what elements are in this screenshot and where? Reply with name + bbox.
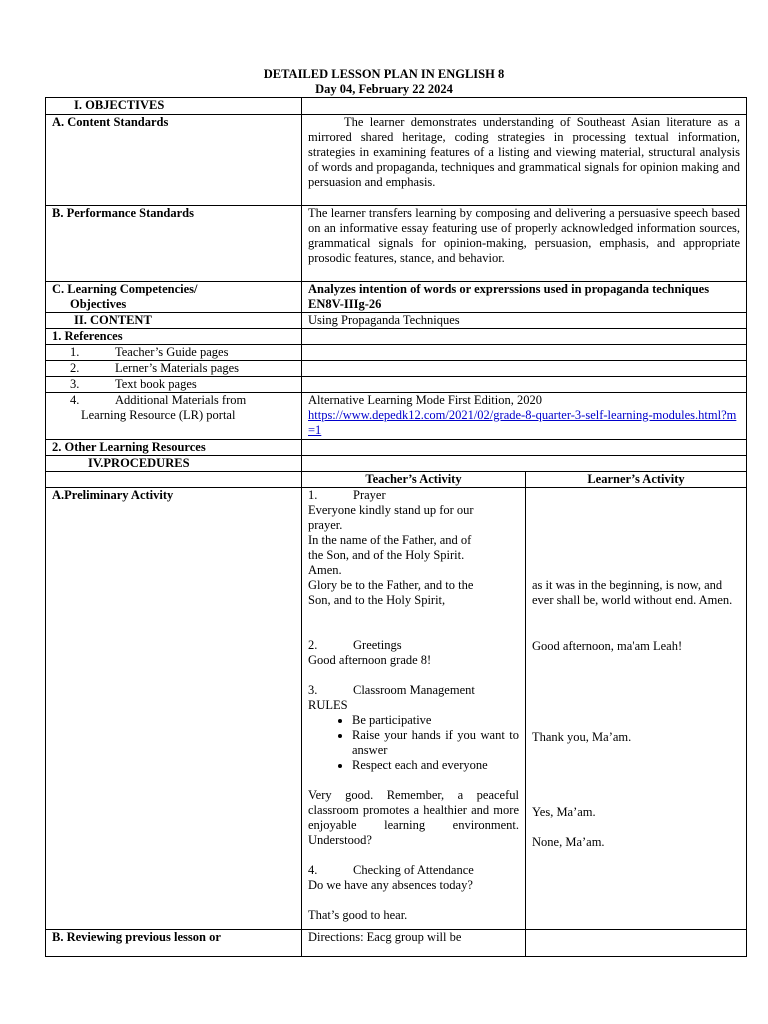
prayer-line: In the name of the Father, and of <box>308 533 472 547</box>
greetings-text: Good afternoon grade 8! <box>308 653 432 667</box>
reference-num: 4. <box>70 393 80 407</box>
additional-label-line2: Learning Resource (LR) portal <box>81 408 236 422</box>
teacher-activity-header: Teacher’s Activity <box>302 472 526 488</box>
prayer-item: 1. Prayer <box>308 488 386 502</box>
learner-activity-cell <box>526 488 747 930</box>
rule-item: • Raise your hands if you want to answer <box>352 728 519 758</box>
peaceful-classroom-text: Very good. Remember, a peaceful classroom promotes a healthier and more enjoyable learning environment. Understood? <box>308 788 519 847</box>
performance-standards-label: B. Performance Standards <box>46 206 302 282</box>
absence-response: None, Ma’am. <box>532 835 605 849</box>
document-date: Day 04, February 22 2024 <box>315 82 453 96</box>
preliminary-activity-row <box>46 488 747 930</box>
prayer-line: Amen. <box>308 563 342 577</box>
content-standards-row <box>46 115 747 206</box>
reference-row <box>46 377 747 393</box>
lesson-plan-table <box>45 97 747 957</box>
content-standards-text: The learner demonstrates understanding of Southeast Asian literature as a mirrored shared heritage, coding strategies in processing textual information, strategies in examining features of a listing and viewing material, structural analysis of words and propaganda, techniques and grammatical signals for opinion making and persuasion and emphasis. <box>302 115 747 206</box>
prayer-line: Glory be to the Father, and to the <box>308 578 474 592</box>
competencies-label <box>46 282 302 313</box>
understood-response: Yes, Ma’am. <box>532 805 596 819</box>
activity-columns-row <box>46 472 747 488</box>
performance-standards-text: The learner transfers learning by composing and delivering a persuasive speech based on an informative essay featuring use of properly acknowledged information sources, grammatical signals for opinion-making, persuasion, emphasis, and appropriate prosodic features, stance, and behavior. <box>302 206 747 282</box>
rule-item: • Respect each and everyone <box>352 758 519 773</box>
objectives-heading: I. OBJECTIVES <box>46 98 302 115</box>
performance-standards-row <box>46 206 747 282</box>
teacher-activity-cell <box>302 488 526 930</box>
reference-label: Teacher’s Guide pages <box>115 345 229 359</box>
lr-portal-link[interactable]: https://www.depedk12.com/2021/02/grade-8-quarter-3-self-learning-modules.html?m=1 <box>308 408 737 437</box>
competencies-text: Analyzes intention of words or exprerssions used in propaganda techniques EN8V-IIIg-26 <box>302 282 747 313</box>
greetings-item: 2. Greetings <box>308 638 402 652</box>
additional-materials-label <box>46 393 302 440</box>
rules-label: RULES <box>308 698 348 712</box>
classroom-management-title: Classroom Management <box>353 683 475 697</box>
rules-response: Thank you, Ma’am. <box>532 730 632 744</box>
content-value: Using Propaganda Techniques <box>302 313 747 329</box>
reference-num: 2. <box>70 361 80 375</box>
prayer-response: as it was in the beginning, is now, and ever shall be, world without end. Amen. <box>532 578 733 607</box>
prayer-line: the Son, and of the Holy Spirit. <box>308 548 465 562</box>
rule-item: • Be participative <box>352 713 519 728</box>
competencies-row <box>46 282 747 313</box>
content-standards-label: A. Content Standards <box>46 115 302 206</box>
content-heading: II. CONTENT <box>46 313 302 329</box>
reviewing-row <box>46 930 747 957</box>
prayer-line: Son, and to the Holy Spirit, <box>308 593 446 607</box>
rules-list <box>308 713 519 773</box>
attendance-question: Do we have any absences today? <box>308 878 473 892</box>
other-resources-row <box>46 440 747 456</box>
procedures-heading-row <box>46 456 747 472</box>
prayer-title: Prayer <box>353 488 386 502</box>
objectives-heading-row <box>46 98 747 115</box>
reference-num: 3. <box>70 377 80 391</box>
reference-label: Text book pages <box>115 377 197 391</box>
references-heading-row <box>46 329 747 345</box>
additional-materials-value: Alternative Learning Mode First Edition, 2020 <box>308 393 542 407</box>
attendance-item: 4. Checking of Attendance <box>308 863 474 877</box>
references-heading: 1. References <box>46 329 302 345</box>
reviewing-teacher-text: Directions: Eacg group will be <box>302 930 526 957</box>
procedures-heading: IV.PROCEDURES <box>46 456 302 472</box>
additional-label-line1: Additional Materials from <box>115 393 247 407</box>
competencies-label-line1: C. Learning Competencies/ <box>52 282 198 296</box>
preliminary-activity-label: A.Preliminary Activity <box>46 488 302 930</box>
learner-activity-header: Learner’s Activity <box>526 472 747 488</box>
reference-row <box>46 345 747 361</box>
greeting-response: Good afternoon, ma'am Leah! <box>532 639 683 653</box>
additional-materials-row <box>46 393 747 440</box>
attendance-title: Checking of Attendance <box>353 863 474 877</box>
other-resources-label: 2. Other Learning Resources <box>46 440 302 456</box>
content-row <box>46 313 747 329</box>
classroom-management-item: 3. Classroom Management <box>308 683 475 697</box>
document-title: DETAILED LESSON PLAN IN ENGLISH 8 <box>263 67 505 81</box>
reference-row <box>46 361 747 377</box>
reviewing-label: B. Reviewing previous lesson or <box>46 930 302 957</box>
prayer-line: Everyone kindly stand up for our <box>308 503 474 517</box>
prayer-line: prayer. <box>308 518 343 532</box>
greetings-title: Greetings <box>353 638 402 652</box>
competencies-label-line2: Objectives <box>70 297 127 311</box>
reference-num: 1. <box>70 345 80 359</box>
reference-label: Lerner’s Materials pages <box>115 361 240 375</box>
attendance-closing: That’s good to hear. <box>308 908 408 922</box>
